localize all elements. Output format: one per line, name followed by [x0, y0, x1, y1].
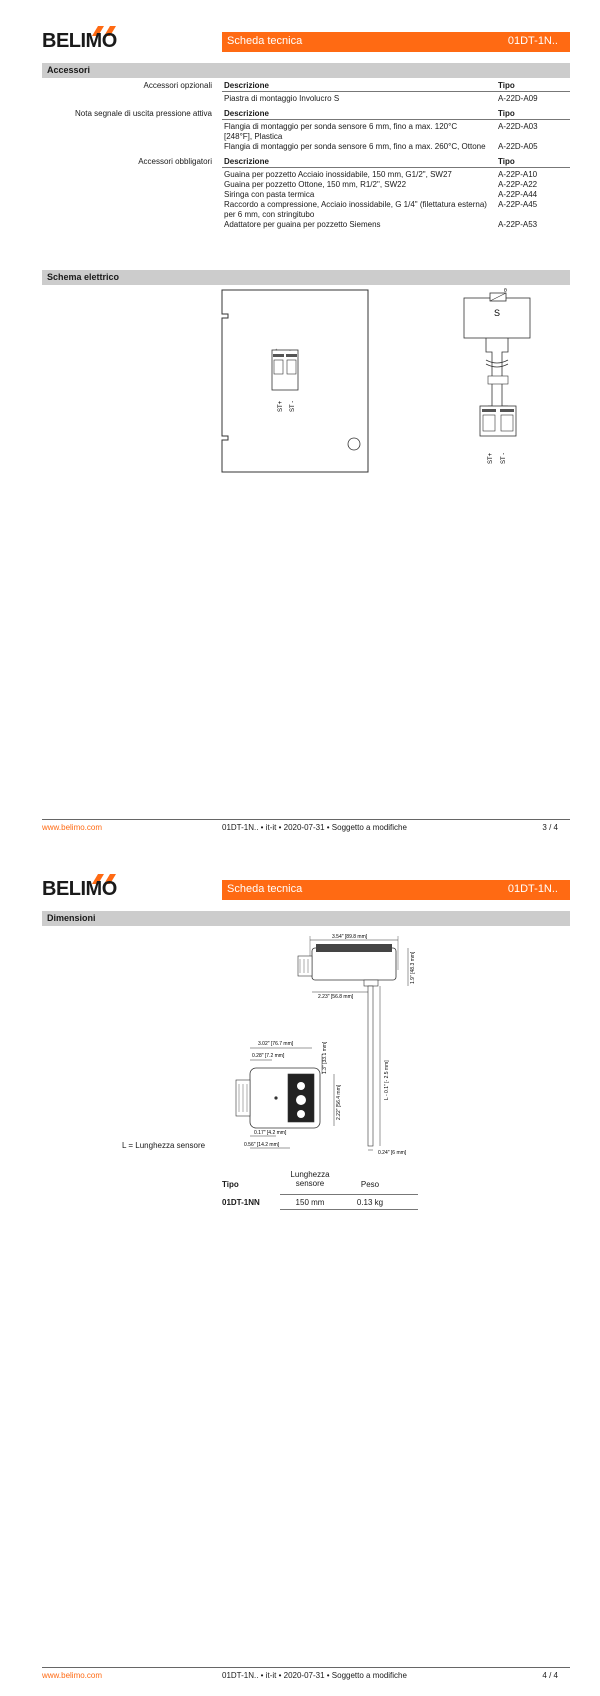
page-number: 3 / 4: [542, 823, 558, 832]
row-type: A-22D-A03: [498, 122, 538, 131]
section-wiring: Schema elettrico: [42, 270, 570, 285]
footer-info: 01DT-1N.. • it-it • 2020-07-31 • Soggetto a modifiche: [222, 823, 407, 832]
table-header: [222, 106, 570, 120]
row-desc: Siringa con pasta termica: [224, 190, 315, 199]
belimo-logo: [42, 874, 122, 900]
terminal-plus-label: ST+: [278, 400, 284, 412]
row-desc: Raccordo a compressione, Acciaio inossidabile, G 1/4" (filettatura esterna) per 6 mm, con stringitubo: [224, 200, 487, 219]
title-bar: [222, 32, 570, 52]
terminal-minus-label: ST -: [290, 400, 296, 412]
col-type: Tipo: [498, 157, 515, 166]
product-code: 01DT-1N..: [507, 35, 558, 47]
col-weight: Peso: [360, 1180, 380, 1189]
dim-probe-length: L - 0.1" [- 2.5 mm]: [384, 1060, 390, 1100]
row-desc: Guaina per pozzetto Ottone, 150 mm, R1/2", SW22: [224, 180, 407, 189]
row-desc: Flangia di montaggio per sonda sensore 6 mm, fino a max. 260°C, Ottone: [224, 142, 486, 151]
logo-wordmark: BELIMO: [42, 878, 117, 900]
svg-text:–: –: [289, 347, 292, 352]
dim-body-width: 3.02" [76.7 mm]: [258, 1041, 294, 1047]
dimension-drawing: [230, 928, 440, 1160]
dim-width-top: 3.54" [89.8 mm]: [332, 934, 368, 940]
website-link[interactable]: www.belimo.com: [42, 823, 103, 832]
row-desc: Flangia di montaggio per sonda sensore 6 mm, fino a max. 120°C [248°F], Plastica: [224, 122, 458, 141]
table-bottom-rule: [280, 1209, 418, 1210]
row-type: A-22P-A45: [498, 200, 538, 209]
row-desc: Piastra di montaggio Involucro S: [224, 94, 340, 103]
logo-wordmark: BELIMO: [42, 30, 117, 52]
col-type: Tipo: [222, 1180, 239, 1189]
group-label: Accessori opzionali: [143, 81, 212, 90]
dim-right-height1: 1.3" [33.1 mm]: [322, 1041, 328, 1074]
table-header: [222, 154, 570, 168]
dim-height-side: 1.9" [48.3 mm]: [410, 951, 416, 984]
sensor-terminal-plus: ST+: [488, 452, 494, 464]
col-desc: Descrizione: [224, 157, 269, 166]
row-type: A-22D-A09: [498, 94, 538, 103]
footer-divider: [42, 1667, 570, 1668]
table-row: [222, 200, 570, 220]
col-type: Tipo: [498, 81, 515, 90]
table-row: [222, 190, 570, 200]
col-length: Lunghezza sensore: [290, 1170, 330, 1188]
row-type: A-22P-A22: [498, 180, 538, 189]
table-row: [222, 180, 570, 190]
theta-label: θ: [504, 288, 507, 294]
svg-text:+: +: [275, 347, 278, 352]
row-length: 150 mm: [295, 1198, 325, 1207]
page-number: 4 / 4: [542, 1671, 558, 1680]
footer-divider: [42, 819, 570, 820]
belimo-logo: [42, 26, 122, 52]
doc-type: Scheda tecnica: [227, 883, 303, 895]
group-note: [42, 106, 570, 154]
sensor-terminal-minus: ST -: [501, 452, 507, 464]
col-desc: Descrizione: [224, 109, 269, 118]
table-row: [222, 220, 570, 230]
sensor-length-note: L = Lunghezza sensore: [122, 1141, 206, 1150]
group-label: Accessori obbligatori: [138, 157, 212, 166]
row-type: A-22P-A10: [498, 170, 538, 179]
footer-info: 01DT-1N.. • it-it • 2020-07-31 • Soggetto a modifiche: [222, 1671, 407, 1680]
sensor-wiring-diagram: [458, 288, 538, 483]
table-header: [222, 78, 570, 92]
website-link[interactable]: www.belimo.com: [42, 1671, 103, 1680]
dim-right-height2: 2.22" [56.4 mm]: [336, 1084, 342, 1120]
table-row: [222, 170, 570, 180]
group-label: Nota segnale di uscita pressione attiva: [75, 109, 212, 118]
row-type: A-22P-A53: [498, 220, 538, 229]
row-type: A-22P-A44: [498, 190, 538, 199]
row-type: A-22D-A05: [498, 142, 538, 151]
table-row: [222, 142, 570, 152]
col-desc: Descrizione: [224, 81, 269, 90]
dim-bottom1: 0.17" [4.2 mm]: [254, 1130, 287, 1136]
row-type: 01DT-1NN: [222, 1198, 260, 1207]
dim-probe-offset: 2.23" [56.8 mm]: [318, 994, 354, 1000]
page-4: [0, 848, 600, 1696]
col-type: Tipo: [498, 109, 515, 118]
accessories-table: [42, 78, 570, 232]
doc-type: Scheda tecnica: [227, 35, 303, 47]
title-bar: [222, 880, 570, 900]
section-dimensions: Dimensioni: [42, 911, 570, 926]
dim-probe-dia: 0.24" [6 mm]: [378, 1150, 407, 1156]
row-weight: 0.13 kg: [356, 1198, 384, 1207]
section-accessories: Accessori: [42, 63, 570, 78]
table-row: [222, 94, 570, 104]
row-desc: Adattatore per guaina per pozzetto Siemens: [224, 220, 381, 229]
dim-gland-offset: 0.28" [7.2 mm]: [252, 1053, 285, 1059]
table-header-rule: [280, 1194, 418, 1195]
row-desc: Guaina per pozzetto Acciaio inossidabile, 150 mm, G1/2", SW27: [224, 170, 452, 179]
dim-bottom2: 0.56" [14.2 mm]: [244, 1142, 280, 1148]
product-code: 01DT-1N..: [507, 883, 558, 895]
group-mandatory: [42, 154, 570, 232]
sensor-label: S: [494, 308, 501, 318]
housing-wiring-diagram: [220, 288, 370, 476]
group-optional: [42, 78, 570, 106]
table-row: [222, 122, 570, 142]
